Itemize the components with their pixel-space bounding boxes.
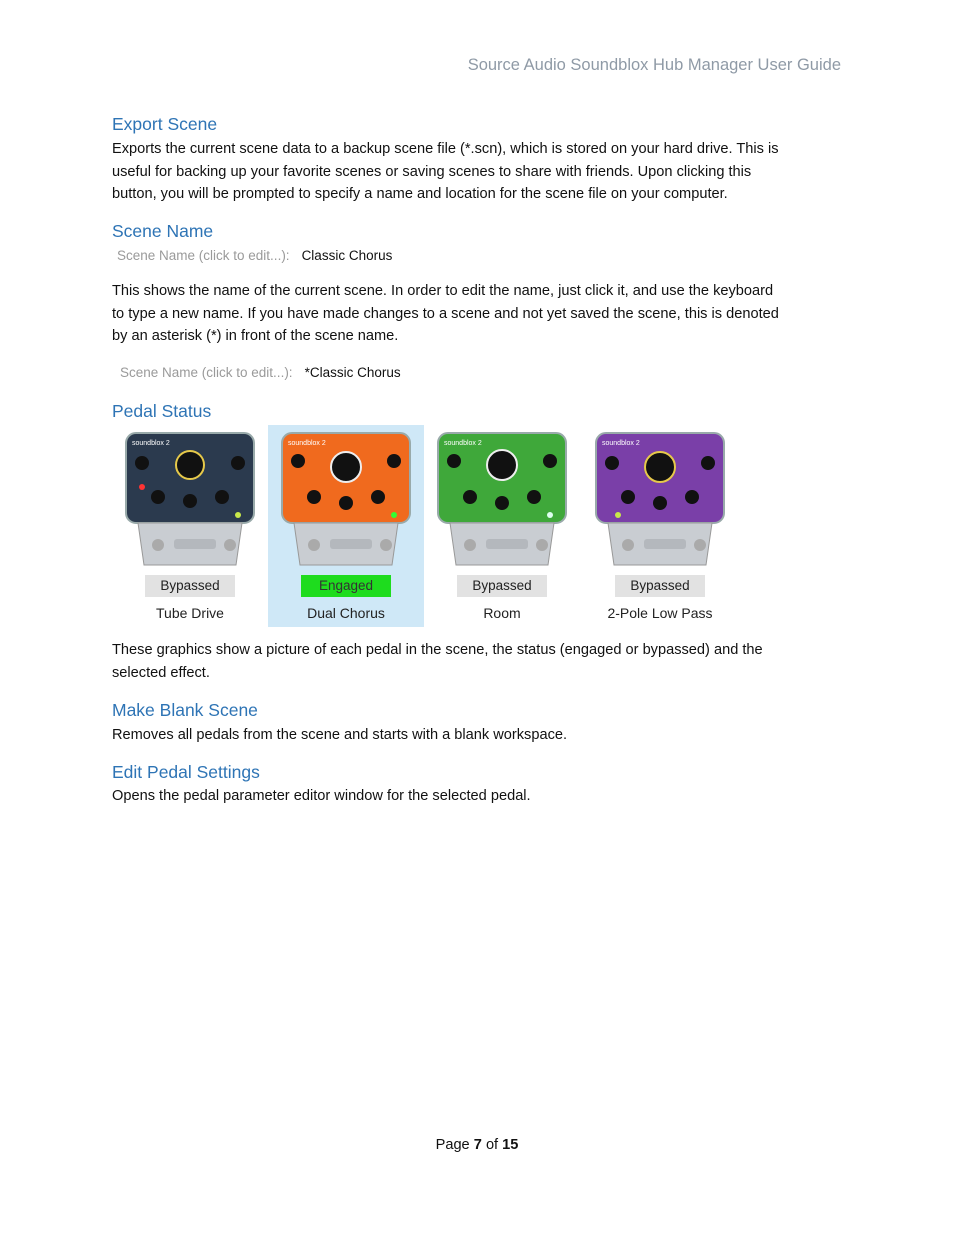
status-badge: Bypassed	[615, 575, 705, 597]
pedal-tube-drive[interactable]	[112, 425, 268, 627]
heading-scene-name: Scene Name	[112, 221, 214, 241]
svg-text:soundblox 2: soundblox 2	[444, 440, 482, 447]
pedal-dual-chorus[interactable]	[268, 425, 424, 627]
status-badge: Engaged	[301, 575, 391, 597]
svg-text:soundblox 2: soundblox 2	[132, 440, 170, 447]
scene-name-label: Scene Name (click to edit...):	[117, 248, 290, 263]
heading-make-blank-scene: Make Blank Scene	[112, 700, 258, 720]
pedal-icon	[430, 431, 574, 569]
pedal-icon	[588, 431, 732, 569]
status-badge: Bypassed	[457, 575, 547, 597]
heading-pedal-status: Pedal Status	[112, 401, 212, 421]
paragraph-make-blank-scene: Removes all pedals from the scene and starts with a blank workspace.	[112, 727, 568, 743]
scene-name-field[interactable]	[117, 248, 392, 263]
effect-label: Tube Drive	[156, 605, 224, 621]
scene-name-label-edited: Scene Name (click to edit...):	[120, 365, 293, 380]
pedal-room[interactable]	[424, 425, 580, 627]
paragraph-scene-name: This shows the name of the current scene. In order to edit the name, just click it, and use the keyboard to type a new name. If you have made changes to a scene and not yet saved the scene, this is denoted by an asterisk (*) in front of the scene name.	[112, 283, 779, 344]
scene-name-value-edited[interactable]: *Classic Chorus	[304, 365, 401, 380]
heading-export-scene: Export Scene	[112, 114, 218, 134]
pedal-status-strip	[112, 425, 737, 627]
svg-text:soundblox 2: soundblox 2	[602, 440, 640, 447]
paragraph-export-scene: Exports the current scene data to a backup scene file (*.scn), which is stored on your hard drive. This is useful for backing up your favorite scenes or saving scenes to share with friends. Upon clicking this button, you will be prompted to specify a name and location for the scene file on your computer.	[112, 141, 779, 202]
paragraph-edit-pedal-settings: Opens the pedal parameter editor window for the selected pedal.	[112, 788, 531, 804]
running-header: Source Audio Soundblox Hub Manager User Guide	[467, 56, 841, 74]
scene-name-value[interactable]: Classic Chorus	[301, 248, 393, 263]
effect-label: 2-Pole Low Pass	[607, 605, 713, 621]
svg-text:soundblox 2: soundblox 2	[288, 440, 326, 447]
pedal-icon	[274, 431, 418, 569]
pedal-2-pole-low-pass[interactable]	[582, 425, 738, 627]
effect-label: Room	[483, 605, 521, 621]
effect-label: Dual Chorus	[307, 605, 385, 621]
heading-edit-pedal-settings: Edit Pedal Settings	[112, 762, 260, 782]
scene-name-field-edited[interactable]	[120, 365, 401, 380]
paragraph-pedal-status: These graphics show a picture of each pedal in the scene, the status (engaged or bypassed) and the selected effect.	[112, 642, 763, 681]
pedal-icon	[118, 431, 262, 569]
status-badge: Bypassed	[145, 575, 235, 597]
page-footer: Page 7 of 15	[435, 1137, 519, 1153]
